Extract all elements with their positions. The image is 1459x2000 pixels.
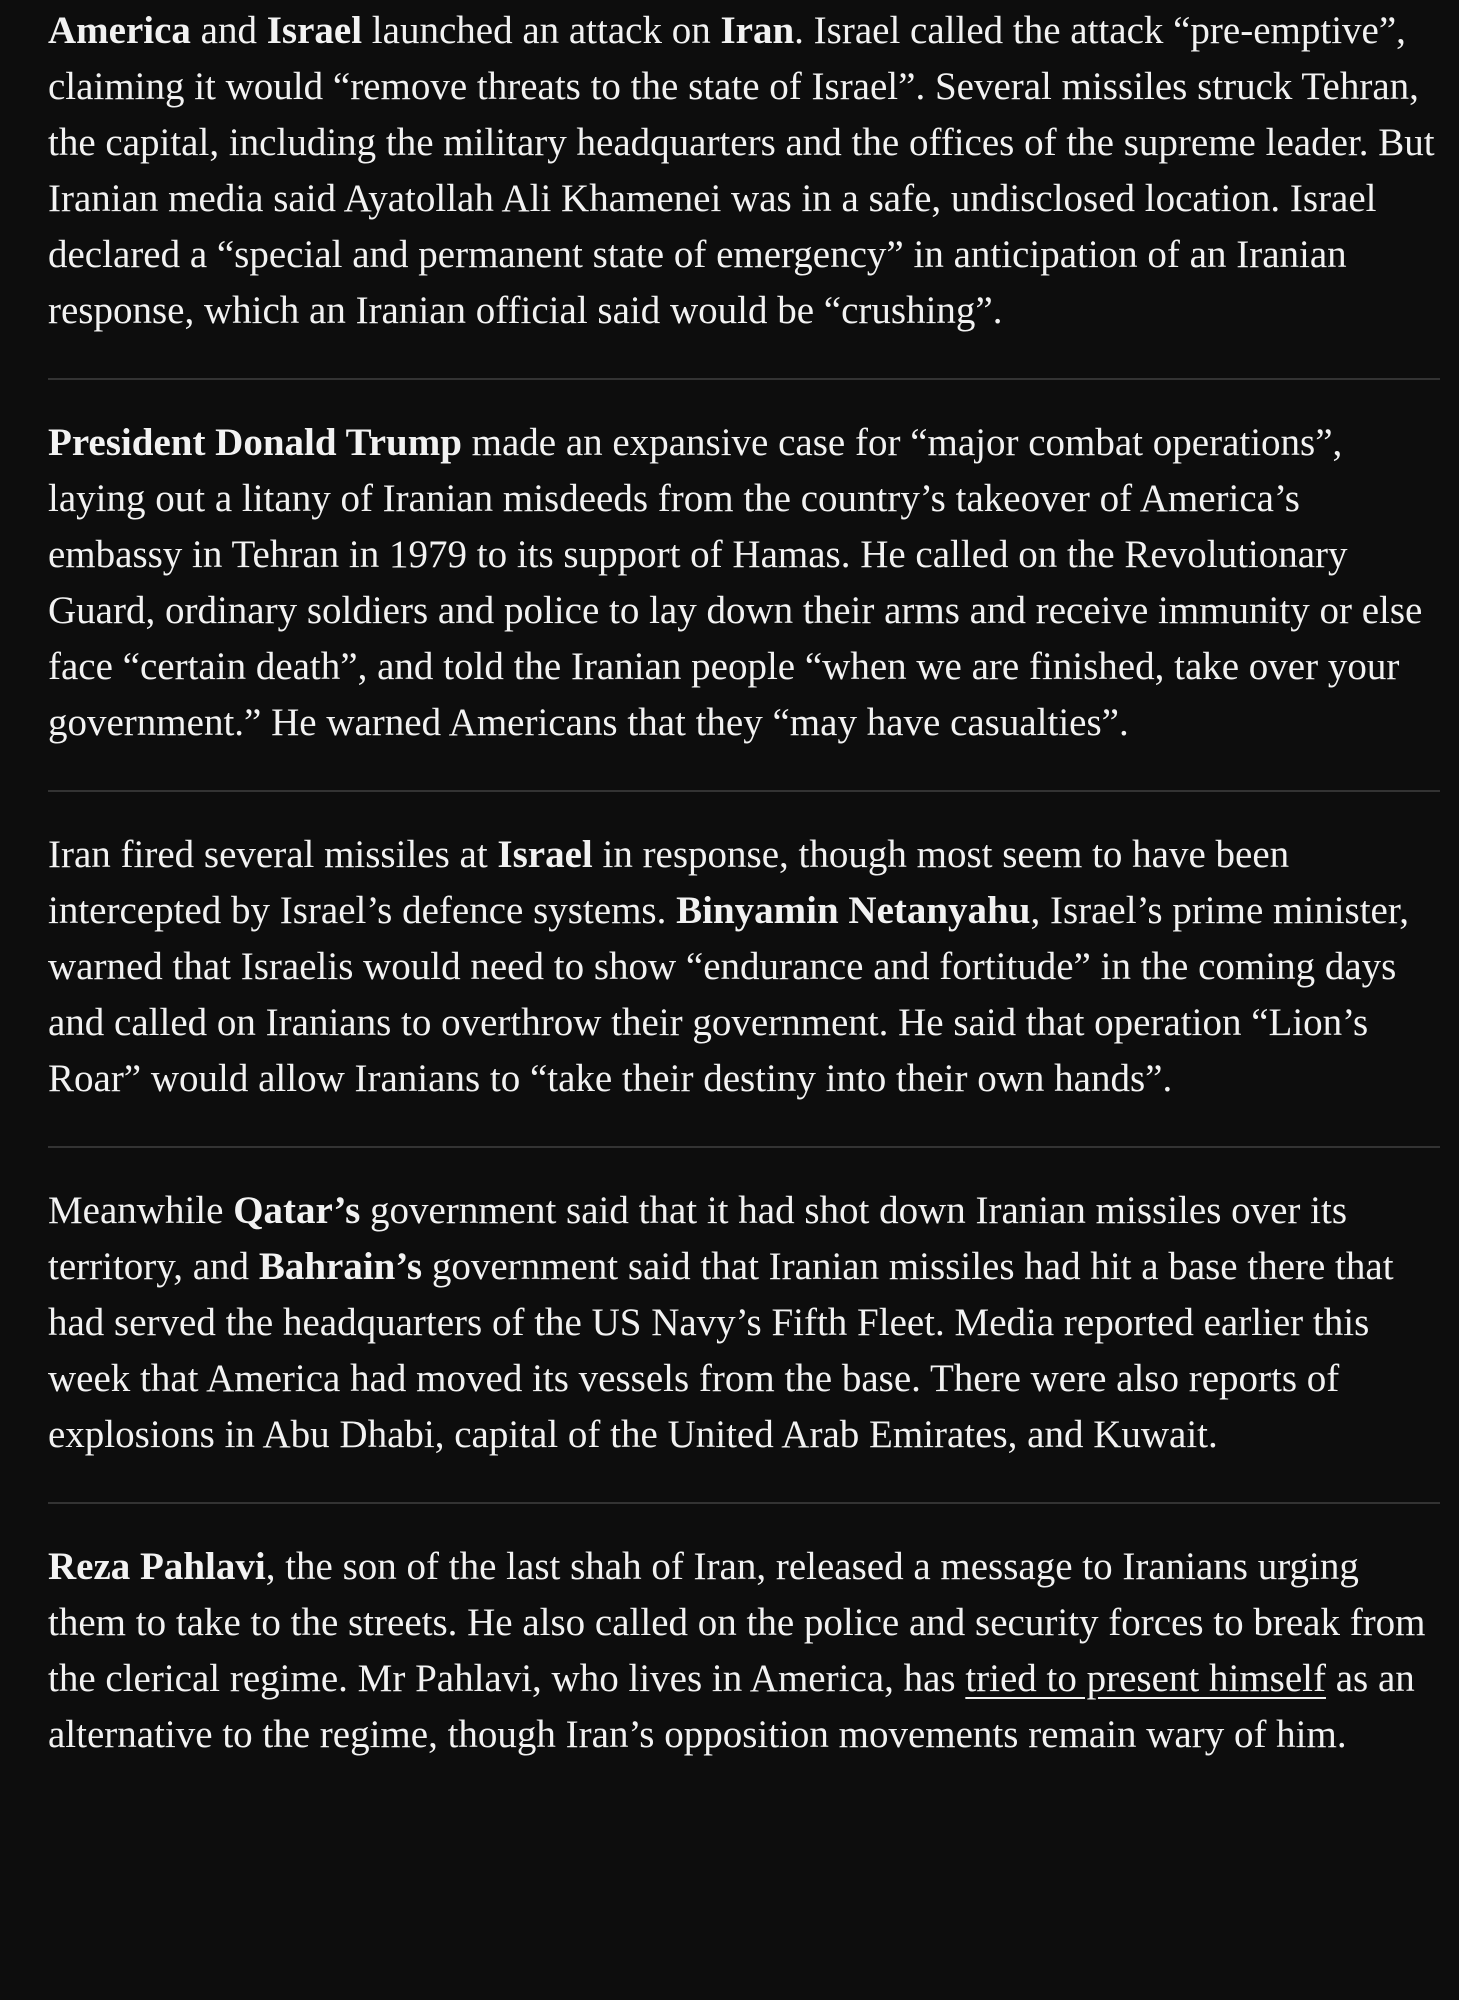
bold-term: Israel	[497, 833, 593, 876]
news-item-3	[48, 792, 1440, 1107]
bold-term: Israel	[266, 9, 363, 52]
pahlavi-article-link[interactable]: tried to present himself	[965, 1657, 1326, 1700]
paragraph-text: government said that Iranian missiles had hit a base there that had served the headquarters of the US Navy’s Fifth Fleet. Media reported earlier this week that America had moved its vessels from the base. There were also reports of explosions in Abu Dhabi, capital of the United Arab Emirates, and Kuwait.	[48, 1245, 1394, 1456]
article-body	[48, 0, 1440, 1763]
bold-term: President Donald Trump	[48, 421, 462, 464]
paragraph-1	[48, 3, 1440, 339]
bold-term: Qatar’s	[233, 1189, 361, 1232]
bold-term: Bahrain’s	[258, 1245, 423, 1288]
paragraph-4	[48, 1183, 1440, 1463]
news-item-2	[48, 380, 1440, 751]
paragraph-text: Meanwhile	[48, 1189, 234, 1232]
paragraph-text: , Israel’s prime minister, warned that Israelis would need to show “endurance and fortitude” in the coming days and called on Iranians to overthrow their government. He said that operation “Lion’s Roar” would allow Iranians to “take their destiny into their own hands”.	[48, 889, 1410, 1100]
paragraph-text: in response, though most seem to have been intercepted by Israel’s defence systems.	[48, 833, 1290, 932]
paragraph-2	[48, 415, 1440, 751]
paragraph-text: launched an attack on	[362, 9, 721, 52]
paragraph-text: and	[190, 9, 267, 52]
paragraph-text: made an expansive case for “major combat operations”, laying out a litany of Iranian misdeeds from the country’s takeover of America’s embassy in Tehran in 1979 to its support of Hamas. He called on the Revolutionary Guard, ordinary soldiers and police to lay down their arms and receive immunity or else face “certain death”, and told the Iranian people “when we are finished, take over your government.” He warned Americans that they “may have casualties”.	[48, 421, 1423, 744]
news-item-4	[48, 1148, 1440, 1463]
bold-term: Iran	[720, 9, 795, 52]
paragraph-text: , the son of the last shah of Iran, released a message to Iranians urging them to take to the streets. He also called on the police and security forces to break from the clerical regime. Mr Pahlavi, who lives in America, has	[48, 1545, 1426, 1700]
paragraph-text: government said that it had shot down Iranian missiles over its territory, and	[48, 1189, 1348, 1288]
bold-term: Reza Pahlavi	[48, 1545, 266, 1588]
bold-term: America	[48, 9, 191, 52]
paragraph-text: as an alternative to the regime, though Iran’s opposition movements remain wary of him.	[48, 1657, 1415, 1756]
paragraph-3	[48, 827, 1440, 1107]
paragraph-text: Iran fired several missiles at	[48, 833, 498, 876]
paragraph-5	[48, 1539, 1440, 1763]
news-item-5	[48, 1504, 1440, 1763]
news-item-1	[48, 0, 1440, 339]
bold-term: Binyamin Netanyahu	[676, 889, 1031, 932]
paragraph-text: . Israel called the attack “pre-emptive”, claiming it would “remove threats to the state of Israel”. Several missiles struck Tehran, the capital, including the military headquarters and the offices of the supreme leader. But Iranian media said Ayatollah Ali Khamenei was in a safe, undisclosed location. Israel declared a “special and permanent state of emergency” in anticipation of an Iranian response, which an Iranian official said would be “crushing”.	[48, 9, 1435, 332]
